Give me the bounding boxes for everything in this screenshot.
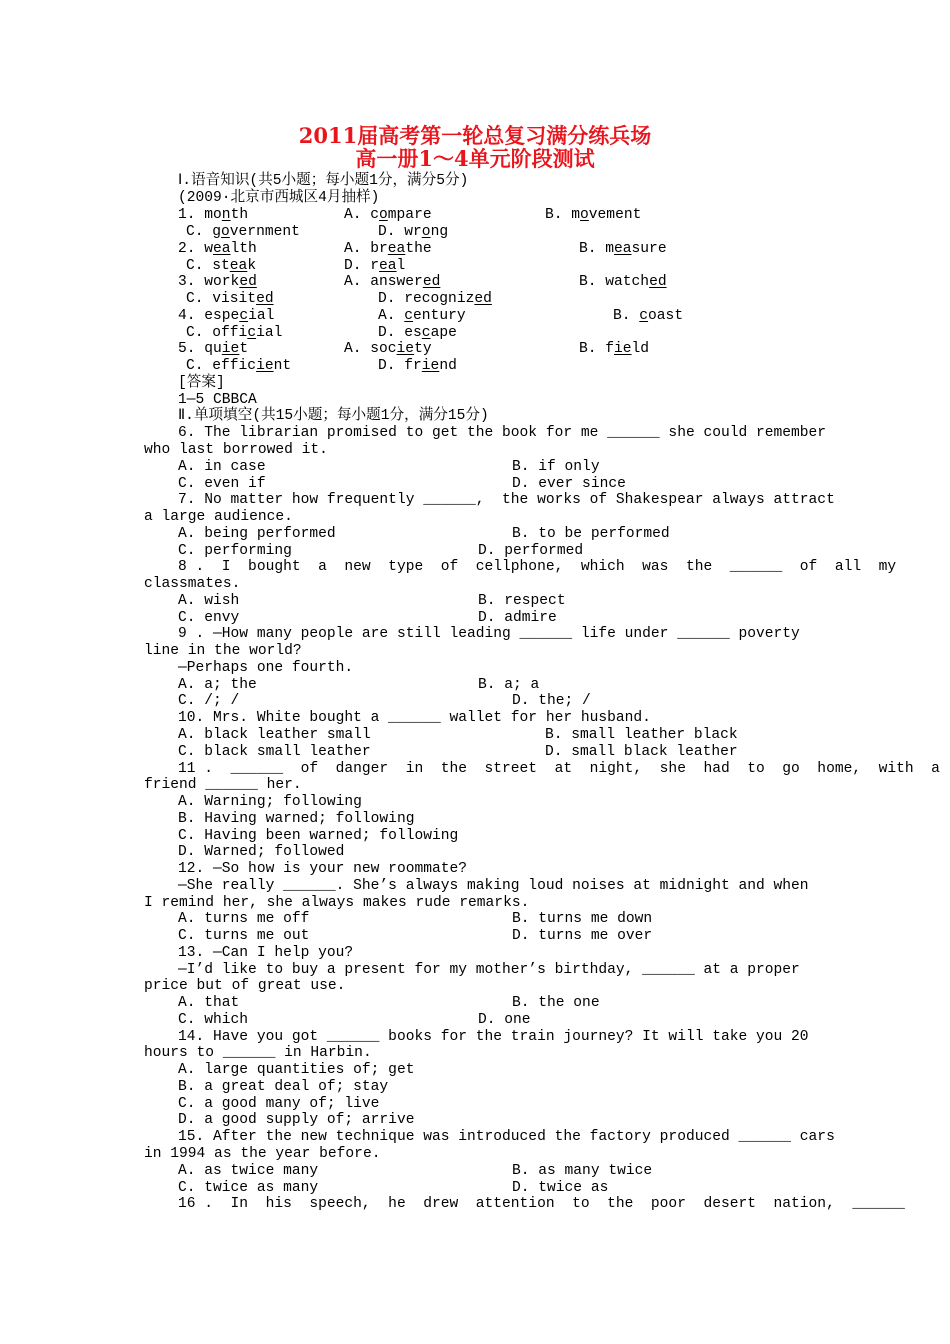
text-line: D. admire: [478, 610, 557, 626]
text-line: C. even if: [178, 476, 266, 492]
underlined-letters: c: [639, 308, 649, 324]
underlined-letters: n: [221, 207, 231, 223]
text-line: 12. —So how is your new roommate?: [178, 861, 468, 877]
document-title: 2011届高考第一轮总复习满分练兵场: [298, 123, 652, 148]
text-line: B. if only: [512, 459, 600, 475]
underlined-letters: o: [580, 207, 589, 223]
text-line: C. /; /: [178, 693, 240, 709]
underlined-letters: ea: [213, 241, 231, 257]
text-line: C. twice as many: [178, 1180, 319, 1196]
text-line: B. Having warned; following: [178, 811, 415, 827]
text-line: C. official: [186, 325, 283, 341]
text-line: —She really ______. She’s always making loud noises at midnight and when: [178, 878, 809, 894]
text-line: —Perhaps one fourth.: [178, 660, 354, 676]
text-line: I remind her, she always makes rude remarks.: [144, 895, 530, 911]
text-line: B. coast: [613, 308, 684, 324]
text-line: B. small leather black: [545, 727, 738, 743]
text-line: 8 . I bought a new type of cellphone, which was the ______ of all my: [178, 559, 897, 575]
text-line: B. watched: [579, 274, 667, 290]
underlined-letters: ie: [614, 341, 632, 357]
text-line: price but of great use.: [144, 978, 346, 994]
text-line: 1—5 CBBCA: [178, 392, 257, 408]
text-line: A. a; the: [178, 677, 257, 693]
text-line: A. compare: [344, 207, 432, 223]
text-line: a large audience.: [144, 509, 293, 525]
text-line: D. recognized: [378, 291, 492, 307]
text-line: D. real: [344, 258, 406, 274]
text-line: D. friend: [378, 358, 457, 374]
text-line: D. wrong: [378, 224, 449, 240]
text-line: D. Warned; followed: [178, 844, 345, 860]
text-line: B. field: [579, 341, 650, 357]
text-line: D. twice as: [512, 1180, 609, 1196]
text-line: B. measure: [579, 241, 667, 257]
text-line: 4. especial: [178, 308, 275, 324]
text-line: A. that: [178, 995, 240, 1011]
underlined-letters: o: [221, 224, 230, 240]
text-line: B. a great deal of; stay: [178, 1079, 389, 1095]
underlined-letters: ea: [387, 241, 406, 257]
text-line: line in the world?: [144, 643, 302, 659]
underlined-letters: ie: [396, 341, 415, 357]
text-line: D. small black leather: [545, 744, 738, 760]
text-line: B. movement: [545, 207, 642, 223]
text-line: 1. month: [178, 207, 249, 223]
text-line: 6. The librarian promised to get the book for me ______ she could remember: [178, 425, 827, 441]
text-line: A. being performed: [178, 526, 336, 542]
text-line: A. answered: [344, 274, 441, 290]
text-line: A. wish: [178, 593, 240, 609]
text-line: —I’d like to buy a present for my mother’s birthday, ______ at a proper: [178, 962, 800, 978]
text-line: 14. Have you got ______ books for the train journey? It will take you 20: [178, 1029, 809, 1045]
underlined-letters: c: [239, 308, 249, 324]
underlined-letters: c: [247, 325, 257, 341]
underlined-letters: ed: [649, 274, 667, 290]
text-line: B. respect: [478, 593, 566, 609]
document-subtitle: 高一册1～4单元阶段测试: [355, 146, 595, 171]
text-line: 16 . In his speech, he drew attention to the poor desert nation, ______: [178, 1196, 905, 1212]
text-line: Ⅰ.语音知识(共5小题；每小题1分，满分5分): [178, 173, 469, 189]
text-line: C. a good many of; live: [178, 1096, 380, 1112]
text-line: C. government: [186, 224, 300, 240]
text-line: A. Warning; following: [178, 794, 362, 810]
text-line: 15. After the new technique was introduced the factory produced ______ cars: [178, 1129, 835, 1145]
text-line: B. a; a: [478, 677, 540, 693]
text-line: D. escape: [378, 325, 457, 341]
underlined-letters: ed: [256, 291, 274, 307]
text-line: A. century: [378, 308, 466, 324]
text-line: D. turns me over: [512, 928, 653, 944]
text-line: B. the one: [512, 995, 600, 1011]
text-line: D. a good supply of; arrive: [178, 1112, 415, 1128]
underlined-letters: ie: [221, 341, 240, 357]
text-line: A. as twice many: [178, 1163, 319, 1179]
underlined-letters: ea: [379, 258, 397, 274]
text-line: B. as many twice: [512, 1163, 653, 1179]
underlined-letters: c: [421, 325, 431, 341]
underlined-letters: ed: [474, 291, 492, 307]
text-line: (2009·北京市西城区4月抽样): [178, 190, 380, 206]
underlined-letters: ie: [256, 358, 274, 374]
text-line: C. visited: [186, 291, 274, 307]
text-line: D. ever since: [512, 476, 626, 492]
text-line: Ⅱ.单项填空(共15小题；每小题1分，满分15分): [178, 408, 489, 424]
text-line: 11 . ______ of danger in the street at night, she had to go home, with a: [178, 761, 940, 777]
text-line: 5. quiet: [178, 341, 249, 357]
text-line: A. society: [344, 341, 432, 357]
text-line: C. envy: [178, 610, 240, 626]
text-line: 7. No matter how frequently ______, the works of Shakespear always attract: [178, 492, 835, 508]
text-line: C. turns me out: [178, 928, 310, 944]
text-line: who last borrowed it.: [144, 442, 328, 458]
text-line: friend ______ her.: [144, 777, 302, 793]
text-line: D. performed: [478, 543, 584, 559]
text-line: B. to be performed: [512, 526, 670, 542]
text-line: A. large quantities of; get: [178, 1062, 415, 1078]
text-line: C. steak: [186, 258, 257, 274]
underlined-letters: ed: [239, 274, 257, 290]
text-line: 10. Mrs. White bought a ______ wallet for her husband.: [178, 710, 651, 726]
text-line: A. black leather small: [178, 727, 371, 743]
text-line: C. Having been warned; following: [178, 828, 459, 844]
underlined-letters: ie: [421, 358, 440, 374]
text-line: A. turns me off: [178, 911, 310, 927]
text-line: hours to ______ in Harbin.: [144, 1045, 372, 1061]
text-line: D. one: [478, 1012, 531, 1028]
text-line: 13. —Can I help you?: [178, 945, 354, 961]
text-line: C. which: [178, 1012, 249, 1028]
underlined-letters: o: [421, 224, 431, 240]
text-line: 3. worked: [178, 274, 257, 290]
text-line: 9 . —How many people are still leading ______ life under ______ poverty: [178, 626, 800, 642]
underlined-letters: ea: [614, 241, 632, 257]
text-line: C. efficient: [186, 358, 292, 374]
text-line: B. turns me down: [512, 911, 653, 927]
underlined-letters: ed: [422, 274, 441, 290]
text-line: 2. wealth: [178, 241, 257, 257]
underlined-letters: o: [379, 207, 388, 223]
underlined-letters: ea: [229, 258, 248, 274]
text-line: C. performing: [178, 543, 292, 559]
text-line: C. black small leather: [178, 744, 371, 760]
text-line: A. in case: [178, 459, 266, 475]
text-line: D. the; /: [512, 693, 591, 709]
text-line: classmates.: [144, 576, 241, 592]
text-line: in 1994 as the year before.: [144, 1146, 381, 1162]
text-line: A. breathe: [344, 241, 432, 257]
text-line: [答案]: [178, 375, 225, 391]
underlined-letters: c: [404, 308, 414, 324]
